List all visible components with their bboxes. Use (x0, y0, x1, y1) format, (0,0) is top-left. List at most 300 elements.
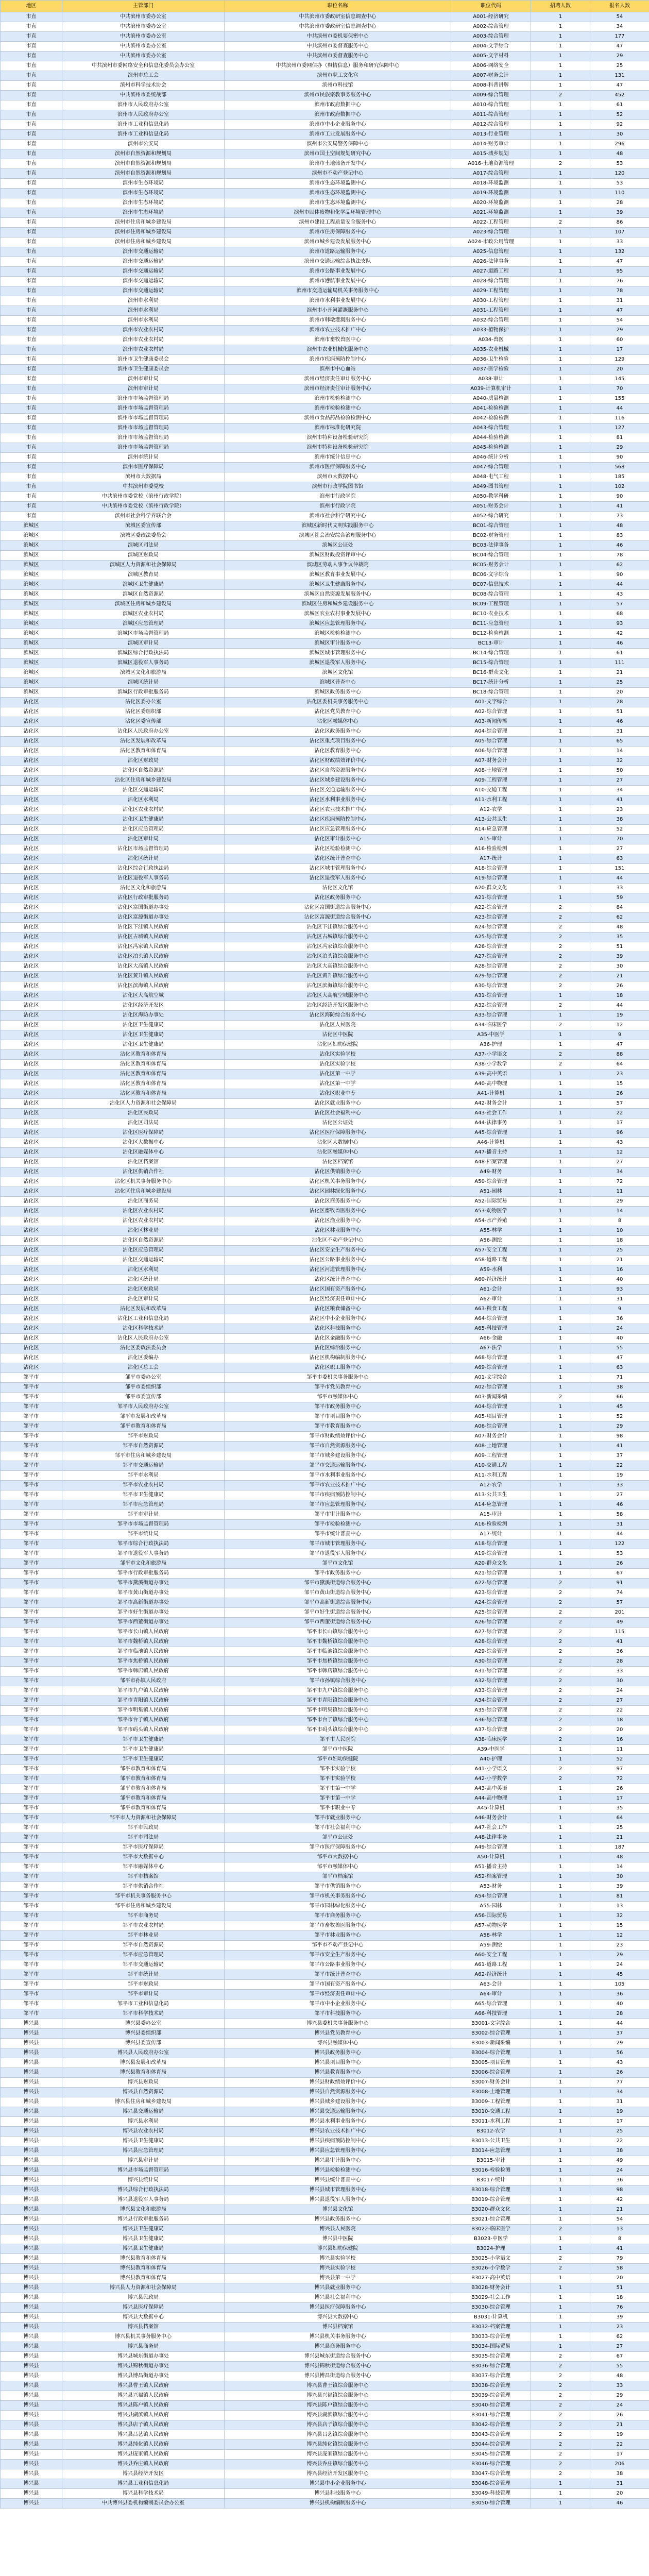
table-row[interactable] (1, 942, 649, 952)
cell-position[interactable]: 博兴县第一中学 (225, 2274, 451, 2283)
cell-hire-count[interactable]: 2 (531, 1696, 590, 1706)
table-row[interactable] (1, 1285, 649, 1295)
table-row[interactable] (1, 1040, 649, 1050)
cell-region[interactable]: 邹平市 (1, 1510, 62, 1520)
cell-applicant-count[interactable]: 72 (590, 1177, 649, 1187)
cell-position-code[interactable]: A57-安全工程 (451, 1246, 531, 1256)
cell-region[interactable]: 博兴县 (1, 2088, 62, 2097)
cell-position-code[interactable]: A25-综合管理 (451, 933, 531, 942)
cell-position-code[interactable]: A64-综合管理 (451, 1314, 531, 1324)
cell-applicant-count[interactable]: 55 (590, 1344, 649, 1353)
cell-position-code[interactable]: A23-综合管理 (451, 913, 531, 923)
cell-region[interactable]: 博兴县 (1, 2352, 62, 2362)
cell-hire-count[interactable]: 2 (531, 1686, 590, 1696)
cell-applicant-count[interactable]: 30 (590, 1872, 649, 1882)
cell-position-code[interactable]: A013-行业管理 (451, 130, 531, 140)
cell-applicant-count[interactable]: 54 (590, 12, 649, 22)
table-row[interactable] (1, 1128, 649, 1138)
cell-position-code[interactable]: A18-综合管理 (451, 864, 531, 874)
table-row[interactable] (1, 1579, 649, 1588)
cell-region[interactable]: 邹平市 (1, 1520, 62, 1530)
cell-position[interactable]: 滨州市检验检测中心 (225, 394, 451, 404)
cell-department[interactable]: 邹平市民政局 (62, 1823, 225, 1833)
cell-region[interactable]: 市直 (1, 110, 62, 120)
cell-hire-count[interactable]: 1 (531, 1559, 590, 1569)
table-row[interactable] (1, 952, 649, 962)
cell-hire-count[interactable]: 1 (531, 1804, 590, 1814)
cell-position-code[interactable]: A037-医学检验 (451, 365, 531, 375)
table-row[interactable] (1, 2450, 649, 2460)
cell-region[interactable]: 市直 (1, 502, 62, 512)
cell-region[interactable]: 博兴县 (1, 2068, 62, 2078)
cell-hire-count[interactable]: 1 (531, 1236, 590, 1246)
cell-department[interactable]: 沾化区下洼镇人民政府 (62, 923, 225, 933)
cell-department[interactable]: 沾化区大高镇人民政府 (62, 962, 225, 972)
table-row[interactable] (1, 2313, 649, 2323)
cell-hire-count[interactable]: 1 (531, 1471, 590, 1481)
cell-position[interactable]: 博兴县妇幼保健院 (225, 2244, 451, 2254)
cell-hire-count[interactable]: 2 (531, 1735, 590, 1745)
cell-position-code[interactable]: A10-交通工程 (451, 1461, 531, 1471)
cell-region[interactable]: 沾化区 (1, 844, 62, 854)
cell-position[interactable]: 博兴县店子镇综合服务中心 (225, 2420, 451, 2430)
cell-hire-count[interactable]: 1 (531, 1402, 590, 1412)
cell-region[interactable]: 邹平市 (1, 1843, 62, 1853)
cell-position[interactable]: 中共滨州市委政研室信息调查中心 (225, 12, 451, 22)
cell-hire-count[interactable]: 1 (531, 2293, 590, 2303)
cell-department[interactable]: 邹平市教育和体育局 (62, 1422, 225, 1432)
cell-position-code[interactable]: A37-综合管理 (451, 1725, 531, 1735)
cell-position[interactable]: 沾化区交通运输服务中心 (225, 786, 451, 795)
cell-position-code[interactable]: A05-综合管理 (451, 737, 531, 747)
table-row[interactable] (1, 91, 649, 100)
cell-region[interactable]: 沾化区 (1, 1148, 62, 1158)
cell-region[interactable]: 邹平市 (1, 1686, 62, 1696)
cell-region[interactable]: 沾化区 (1, 1040, 62, 1050)
cell-region[interactable]: 市直 (1, 335, 62, 345)
cell-region[interactable]: 沾化区 (1, 776, 62, 786)
cell-position-code[interactable]: BC18-综合管理 (451, 688, 531, 698)
cell-position-code[interactable]: B3013-公共卫生 (451, 2137, 531, 2146)
cell-hire-count[interactable]: 1 (531, 120, 590, 130)
cell-region[interactable]: 沾化区 (1, 874, 62, 884)
cell-position-code[interactable]: A034-兽医 (451, 335, 531, 345)
table-row[interactable] (1, 1412, 649, 1422)
cell-department[interactable]: 沾化区富国街道办事处 (62, 903, 225, 913)
cell-hire-count[interactable]: 1 (531, 1911, 590, 1921)
cell-position-code[interactable]: A41-小学语文 (451, 1765, 531, 1774)
cell-position[interactable]: 滨州市水利事业发展中心 (225, 296, 451, 306)
cell-hire-count[interactable]: 1 (531, 2088, 590, 2097)
table-row[interactable] (1, 1030, 649, 1040)
cell-hire-count[interactable]: 1 (531, 1814, 590, 1823)
cell-hire-count[interactable]: 1 (531, 1275, 590, 1285)
cell-region[interactable]: 博兴县 (1, 2195, 62, 2205)
cell-department[interactable]: 博兴县医疗保障局 (62, 2303, 225, 2313)
cell-department[interactable]: 沾化区卫生健康局 (62, 1021, 225, 1030)
cell-applicant-count[interactable]: 86 (590, 218, 649, 228)
cell-hire-count[interactable]: 1 (531, 619, 590, 629)
cell-department[interactable]: 滨州市生态环境局 (62, 179, 225, 189)
table-row[interactable] (1, 159, 649, 169)
cell-department[interactable]: 沾化区审计局 (62, 1295, 225, 1304)
cell-applicant-count[interactable]: 45 (590, 1970, 649, 1980)
cell-hire-count[interactable]: 1 (531, 2137, 590, 2146)
cell-position[interactable]: 沾化区富国街道综合服务中心 (225, 903, 451, 913)
cell-hire-count[interactable]: 2 (531, 1637, 590, 1647)
cell-position[interactable]: 沾化区城市管理服务中心 (225, 864, 451, 874)
cell-position-code[interactable]: B3050-综合管理 (451, 2499, 531, 2509)
cell-position[interactable]: 滨城区卫生健康服务中心 (225, 580, 451, 590)
cell-hire-count[interactable]: 2 (531, 952, 590, 962)
cell-position-code[interactable]: A12-农学 (451, 805, 531, 815)
cell-department[interactable]: 滨州市农业农村局 (62, 326, 225, 335)
cell-department[interactable]: 邹平市林业局 (62, 1931, 225, 1941)
cell-applicant-count[interactable]: 24 (590, 1324, 649, 1334)
cell-department[interactable]: 滨州市社会科学界联合会 (62, 512, 225, 521)
table-row[interactable] (1, 609, 649, 619)
cell-position[interactable]: 滨州市政府数据中心 (225, 100, 451, 110)
cell-hire-count[interactable]: 1 (531, 1980, 590, 1990)
cell-hire-count[interactable]: 2 (531, 1608, 590, 1618)
cell-hire-count[interactable]: 1 (531, 1412, 590, 1422)
cell-position[interactable]: 邹平市黄山街道综合服务中心 (225, 1588, 451, 1598)
cell-department[interactable]: 邹平市住房和城乡建设局 (62, 1451, 225, 1461)
cell-department[interactable]: 滨州市交通运输局 (62, 286, 225, 296)
table-row[interactable] (1, 414, 649, 423)
cell-applicant-count[interactable]: 36 (590, 2176, 649, 2185)
cell-region[interactable]: 沾化区 (1, 1030, 62, 1040)
cell-region[interactable]: 沾化区 (1, 923, 62, 933)
table-row[interactable] (1, 1510, 649, 1520)
cell-region[interactable]: 邹平市 (1, 1716, 62, 1725)
table-row[interactable] (1, 1804, 649, 1814)
cell-position[interactable]: 滨州市公安局警务保障中心 (225, 140, 451, 149)
cell-department[interactable]: 邹平市委组织部 (62, 1383, 225, 1393)
cell-applicant-count[interactable]: 27 (590, 1490, 649, 1500)
cell-position[interactable]: 博兴县乔庄镇综合服务中心 (225, 2460, 451, 2469)
cell-region[interactable]: 沾化区 (1, 1265, 62, 1275)
cell-region[interactable]: 市直 (1, 404, 62, 414)
cell-department[interactable]: 邹平市财政局 (62, 1980, 225, 1990)
table-row[interactable] (1, 1833, 649, 1843)
cell-region[interactable]: 博兴县 (1, 2430, 62, 2440)
cell-region[interactable]: 邹平市 (1, 1412, 62, 1422)
cell-hire-count[interactable]: 1 (531, 1823, 590, 1833)
cell-department[interactable]: 滨城区行政审批服务局 (62, 688, 225, 698)
cell-hire-count[interactable]: 1 (531, 1892, 590, 1902)
cell-region[interactable]: 沾化区 (1, 756, 62, 766)
cell-department[interactable]: 博兴县文化和旅游局 (62, 2205, 225, 2215)
table-row[interactable] (1, 365, 649, 375)
cell-applicant-count[interactable]: 28 (590, 1657, 649, 1667)
cell-department[interactable]: 沾化区古城镇人民政府 (62, 933, 225, 942)
cell-department[interactable]: 滨州市住房和城乡建设局 (62, 228, 225, 238)
cell-applicant-count[interactable]: 102 (590, 482, 649, 492)
cell-region[interactable]: 博兴县 (1, 2127, 62, 2137)
cell-department[interactable]: 邹平市工业和信息化局 (62, 1999, 225, 2009)
cell-region[interactable]: 邹平市 (1, 1931, 62, 1941)
cell-position[interactable]: 博兴县城东街道综合服务中心 (225, 2352, 451, 2362)
cell-applicant-count[interactable]: 62 (590, 2332, 649, 2342)
cell-applicant-count[interactable]: 25 (590, 61, 649, 71)
cell-region[interactable]: 邹平市 (1, 1676, 62, 1686)
cell-position-code[interactable]: A42-小学数学 (451, 1774, 531, 1784)
cell-position[interactable]: 邹平市水利事业服务中心 (225, 1471, 451, 1481)
table-row[interactable] (1, 2293, 649, 2303)
cell-position-code[interactable]: A61-道路工程 (451, 1960, 531, 1970)
cell-position-code[interactable]: A023-综合管理 (451, 228, 531, 238)
table-row[interactable] (1, 277, 649, 286)
cell-position[interactable]: 沾化区职业中专 (225, 1089, 451, 1099)
cell-region[interactable]: 博兴县 (1, 2254, 62, 2264)
cell-position[interactable]: 沾化区金融服务中心 (225, 1334, 451, 1344)
cell-department[interactable]: 滨州市自然资源和规划局 (62, 149, 225, 159)
cell-department[interactable]: 邹平市黛溪街道办事处 (62, 1579, 225, 1588)
cell-position[interactable]: 邹平市疾病预防控制中心 (225, 1490, 451, 1500)
cell-region[interactable]: 市直 (1, 463, 62, 472)
cell-position-code[interactable]: A031-工程管理 (451, 306, 531, 316)
cell-hire-count[interactable]: 1 (531, 717, 590, 727)
cell-position-code[interactable]: A046-统计分析 (451, 453, 531, 463)
cell-hire-count[interactable]: 1 (531, 1549, 590, 1559)
cell-department[interactable]: 沾化区卫生健康局 (62, 1030, 225, 1040)
cell-department[interactable]: 邹平市交通运输局 (62, 1461, 225, 1471)
cell-applicant-count[interactable]: 41 (590, 502, 649, 512)
cell-position[interactable]: 中共滨州市委政研室信息调查中心 (225, 22, 451, 32)
cell-hire-count[interactable]: 1 (531, 795, 590, 805)
cell-department[interactable]: 滨州市大数据局 (62, 472, 225, 482)
cell-department[interactable]: 邹平市融媒体中心 (62, 1862, 225, 1872)
cell-department[interactable]: 沾化区机关事务服务中心 (62, 1177, 225, 1187)
cell-applicant-count[interactable]: 45 (590, 1402, 649, 1412)
table-row[interactable] (1, 1432, 649, 1442)
cell-position[interactable]: 沾化区城乡建设服务中心 (225, 776, 451, 786)
cell-department[interactable]: 沾化区民政局 (62, 1109, 225, 1118)
cell-region[interactable]: 沾化区 (1, 1079, 62, 1089)
cell-region[interactable]: 市直 (1, 296, 62, 306)
table-row[interactable] (1, 326, 649, 335)
cell-applicant-count[interactable]: 63 (590, 1363, 649, 1373)
cell-hire-count[interactable]: 1 (531, 2176, 590, 2185)
cell-position[interactable]: 博兴县城市管理服务中心 (225, 2185, 451, 2195)
cell-position[interactable]: 滨州市交通运输综合执法支队 (225, 257, 451, 267)
table-row[interactable] (1, 267, 649, 277)
cell-applicant-count[interactable]: 31 (590, 296, 649, 306)
cell-position[interactable]: 滨州市建设工程质量安全服务中心 (225, 218, 451, 228)
cell-hire-count[interactable]: 1 (531, 384, 590, 394)
table-row[interactable] (1, 649, 649, 658)
cell-applicant-count[interactable]: 49 (590, 1618, 649, 1628)
cell-region[interactable]: 邹平市 (1, 1833, 62, 1843)
cell-department[interactable]: 邹平市临池镇人民政府 (62, 1647, 225, 1657)
cell-region[interactable]: 市直 (1, 306, 62, 316)
cell-position-code[interactable]: A033-植物保护 (451, 326, 531, 335)
cell-hire-count[interactable]: 1 (531, 658, 590, 668)
cell-applicant-count[interactable]: 29 (590, 443, 649, 453)
cell-region[interactable]: 邹平市 (1, 1559, 62, 1569)
cell-applicant-count[interactable]: 50 (590, 766, 649, 776)
cell-applicant-count[interactable]: 46 (590, 1500, 649, 1510)
cell-position[interactable]: 中共滨州市委网信办（舆情信息）服务和研究保障中心 (225, 61, 451, 71)
cell-applicant-count[interactable]: 44 (590, 580, 649, 590)
cell-position-code[interactable]: A60-安全工程 (451, 1951, 531, 1960)
table-row[interactable] (1, 1344, 649, 1353)
cell-region[interactable]: 沾化区 (1, 835, 62, 844)
cell-position-code[interactable]: A57-动物医学 (451, 1921, 531, 1931)
cell-applicant-count[interactable]: 20 (590, 1725, 649, 1735)
cell-position-code[interactable]: A30-综合管理 (451, 1657, 531, 1667)
cell-position[interactable]: 滨城区城市管理服务中心 (225, 649, 451, 658)
cell-hire-count[interactable]: 1 (531, 1383, 590, 1393)
cell-applicant-count[interactable]: 48 (590, 2371, 649, 2381)
cell-position-code[interactable]: A16-检验检测 (451, 1520, 531, 1530)
cell-hire-count[interactable]: 1 (531, 2244, 590, 2254)
cell-department[interactable]: 邹平市卫生健康局 (62, 1735, 225, 1745)
cell-region[interactable]: 市直 (1, 12, 62, 22)
cell-region[interactable]: 市直 (1, 32, 62, 42)
cell-department[interactable]: 滨州市卫生健康委员会 (62, 365, 225, 375)
cell-position-code[interactable]: A53-动物医学 (451, 1207, 531, 1216)
cell-applicant-count[interactable]: 36 (590, 1314, 649, 1324)
cell-position-code[interactable]: A04-综合管理 (451, 727, 531, 737)
table-row[interactable] (1, 2215, 649, 2225)
cell-region[interactable]: 邹平市 (1, 1618, 62, 1628)
cell-department[interactable]: 邹平市文化和旅游局 (62, 1559, 225, 1569)
cell-department[interactable]: 滨州市生态环境局 (62, 189, 225, 198)
table-row[interactable] (1, 1539, 649, 1549)
cell-position[interactable]: 邹平市审计服务中心 (225, 1510, 451, 1520)
cell-department[interactable]: 博兴县城东街道办事处 (62, 2352, 225, 2362)
cell-region[interactable]: 市直 (1, 140, 62, 149)
table-row[interactable] (1, 815, 649, 825)
table-row[interactable] (1, 2371, 649, 2381)
cell-applicant-count[interactable]: 54 (590, 2215, 649, 2225)
cell-applicant-count[interactable]: 44 (590, 404, 649, 414)
cell-position-code[interactable]: A46-计算机 (451, 1138, 531, 1148)
cell-department[interactable]: 邹平市退役军人事务局 (62, 1549, 225, 1559)
cell-department[interactable]: 博兴县委宣传部 (62, 2039, 225, 2048)
cell-position-code[interactable]: A050-教学科研 (451, 492, 531, 502)
cell-department[interactable]: 中共滨州市委办公室 (62, 52, 225, 61)
cell-region[interactable]: 博兴县 (1, 2332, 62, 2342)
cell-hire-count[interactable]: 1 (531, 130, 590, 140)
table-row[interactable] (1, 1843, 649, 1853)
cell-position-code[interactable]: A28-综合管理 (451, 962, 531, 972)
cell-department[interactable]: 博兴县审计局 (62, 2156, 225, 2166)
cell-position[interactable]: 邹平市园林绿化服务中心 (225, 1902, 451, 1911)
table-row[interactable] (1, 2303, 649, 2313)
cell-department[interactable]: 滨州市水利局 (62, 306, 225, 316)
cell-department[interactable]: 沾化区冯家镇人民政府 (62, 942, 225, 952)
cell-position[interactable]: 邹平市大数据中心 (225, 1853, 451, 1862)
cell-position-code[interactable]: B3043-综合管理 (451, 2430, 531, 2440)
cell-hire-count[interactable]: 1 (531, 2342, 590, 2352)
cell-position[interactable]: 滨州市行政学院 (225, 502, 451, 512)
cell-hire-count[interactable]: 1 (531, 306, 590, 316)
cell-region[interactable]: 市直 (1, 482, 62, 492)
cell-applicant-count[interactable]: 62 (590, 913, 649, 923)
cell-department[interactable]: 中共滨州市委党校（滨州行政学院） (62, 502, 225, 512)
cell-applicant-count[interactable]: 46 (590, 2499, 649, 2509)
cell-position-code[interactable]: A007-财务会计 (451, 71, 531, 81)
cell-position-code[interactable]: A36-护理 (451, 1040, 531, 1050)
cell-position[interactable]: 沾化区园林绿化服务中心 (225, 1187, 451, 1197)
cell-position[interactable]: 邹平市韩店镇综合服务中心 (225, 1667, 451, 1676)
cell-applicant-count[interactable]: 22 (590, 2440, 649, 2450)
cell-position[interactable]: 邹平市林业服务中心 (225, 1931, 451, 1941)
cell-hire-count[interactable]: 1 (531, 423, 590, 433)
cell-applicant-count[interactable]: 29 (590, 1951, 649, 1960)
cell-hire-count[interactable]: 1 (531, 1334, 590, 1344)
cell-hire-count[interactable]: 1 (531, 375, 590, 384)
cell-position-code[interactable]: B3028-财务会计 (451, 2283, 531, 2293)
cell-applicant-count[interactable]: 52 (590, 1412, 649, 1422)
cell-applicant-count[interactable]: 16 (590, 1265, 649, 1275)
cell-department[interactable]: 沾化区教育和体育局 (62, 1089, 225, 1099)
cell-hire-count[interactable]: 2 (531, 1706, 590, 1716)
cell-position-code[interactable]: B3020-群众文化 (451, 2205, 531, 2215)
cell-applicant-count[interactable]: 132 (590, 247, 649, 257)
cell-applicant-count[interactable]: 18 (590, 991, 649, 1001)
cell-position[interactable]: 沾化区不动产登记中心 (225, 1236, 451, 1246)
cell-department[interactable]: 滨州市交通运输局 (62, 257, 225, 267)
cell-hire-count[interactable]: 1 (531, 189, 590, 198)
cell-position-code[interactable]: B3045-综合管理 (451, 2450, 531, 2460)
cell-department[interactable]: 滨城区退役军人事务局 (62, 658, 225, 668)
cell-applicant-count[interactable]: 56 (590, 2048, 649, 2058)
cell-position[interactable]: 沾化区检验检测中心 (225, 844, 451, 854)
cell-position-code[interactable]: A43-社会工作 (451, 1109, 531, 1118)
cell-applicant-count[interactable]: 19 (590, 2430, 649, 2440)
cell-hire-count[interactable]: 1 (531, 1246, 590, 1256)
cell-region[interactable]: 邹平市 (1, 1490, 62, 1500)
cell-position[interactable]: 滨州市港航事业发展中心 (225, 277, 451, 286)
cell-position[interactable]: 沾化区经济责任审计中心 (225, 1295, 451, 1304)
table-row[interactable] (1, 1970, 649, 1980)
cell-position-code[interactable]: A19-综合管理 (451, 874, 531, 884)
cell-department[interactable]: 沾化区委宣传部 (62, 717, 225, 727)
table-row[interactable] (1, 1628, 649, 1637)
cell-applicant-count[interactable]: 67 (590, 1569, 649, 1579)
cell-department[interactable]: 中共滨州市委统战部 (62, 91, 225, 100)
cell-applicant-count[interactable]: 41 (590, 2244, 649, 2254)
table-row[interactable] (1, 1814, 649, 1823)
cell-position-code[interactable]: A30-综合管理 (451, 981, 531, 991)
cell-region[interactable]: 沾化区 (1, 1256, 62, 1265)
cell-applicant-count[interactable]: 58 (590, 2264, 649, 2274)
cell-region[interactable]: 博兴县 (1, 2391, 62, 2401)
cell-department[interactable]: 沾化区医疗保障局 (62, 1128, 225, 1138)
cell-position-code[interactable]: A54-水产养殖 (451, 1216, 531, 1226)
cell-position[interactable]: 邹平市政务服务中心 (225, 1402, 451, 1412)
cell-position[interactable]: 沾化区富源街道综合服务中心 (225, 913, 451, 923)
cell-department[interactable]: 博兴县水利局 (62, 2117, 225, 2127)
table-row[interactable] (1, 570, 649, 580)
cell-region[interactable]: 沾化区 (1, 1353, 62, 1363)
cell-hire-count[interactable]: 1 (531, 1040, 590, 1050)
cell-position-code[interactable]: A07-财务会计 (451, 1432, 531, 1442)
cell-position[interactable]: 滨州市小开河灌溉服务中心 (225, 306, 451, 316)
cell-position-code[interactable]: A67-法学 (451, 1344, 531, 1353)
cell-position[interactable]: 沾化区文化馆 (225, 884, 451, 893)
cell-applicant-count[interactable]: 61 (590, 649, 649, 658)
cell-position-code[interactable]: A35-综合管理 (451, 1706, 531, 1716)
cell-applicant-count[interactable]: 33 (590, 2381, 649, 2391)
cell-applicant-count[interactable]: 27 (590, 1158, 649, 1167)
cell-position-code[interactable]: BC03-法律事务 (451, 541, 531, 551)
table-row[interactable] (1, 972, 649, 981)
